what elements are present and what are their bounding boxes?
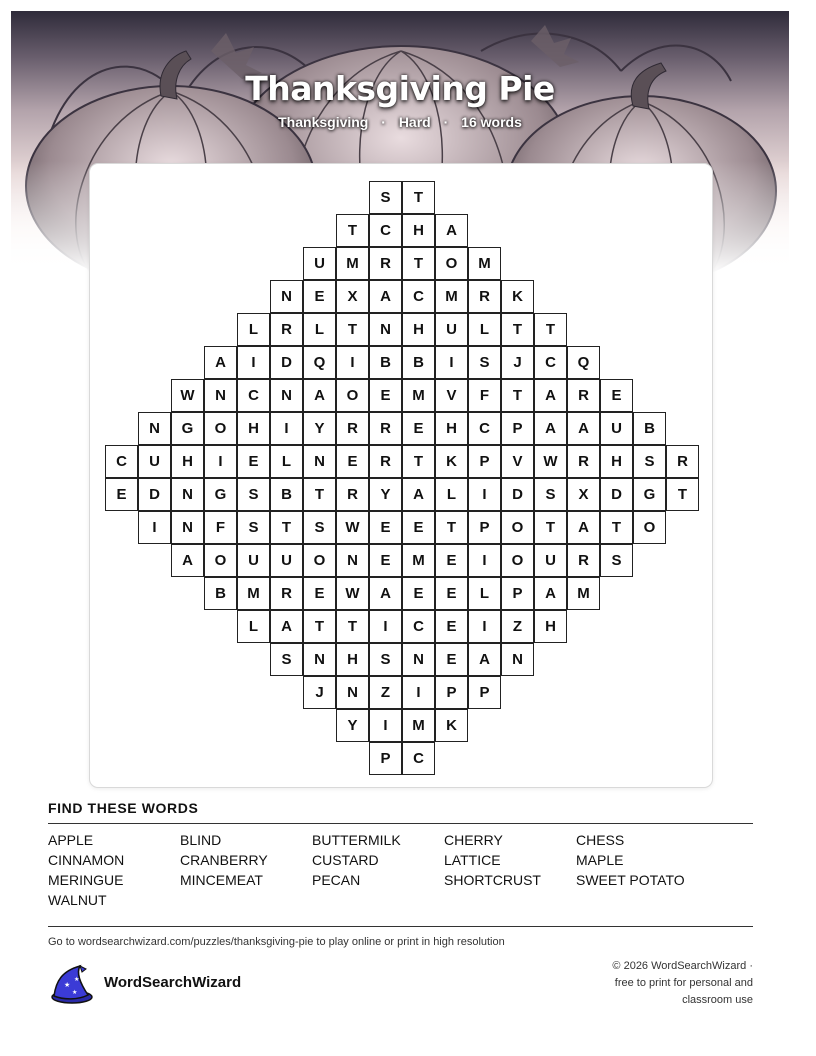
grid-cell: O xyxy=(204,412,237,445)
grid-cell: P xyxy=(468,511,501,544)
grid-cell: O xyxy=(501,544,534,577)
grid-cell: N xyxy=(171,511,204,544)
grid-cell: I xyxy=(468,478,501,511)
grid-cell: Y xyxy=(303,412,336,445)
grid-cell: M xyxy=(567,577,600,610)
grid-cell: M xyxy=(435,280,468,313)
word-list-item: SWEET POTATO xyxy=(576,872,685,888)
grid-cell: J xyxy=(501,346,534,379)
word-list-item: CRANBERRY xyxy=(180,852,268,868)
grid-cell: H xyxy=(402,214,435,247)
wizard-hat-icon xyxy=(46,963,94,1005)
word-list-item: CUSTARD xyxy=(312,852,379,868)
grid-cell: N xyxy=(303,445,336,478)
grid-cell: H xyxy=(171,445,204,478)
grid-cell: E xyxy=(369,544,402,577)
grid-cell: T xyxy=(270,511,303,544)
grid-cell: A xyxy=(567,511,600,544)
grid-cell: I xyxy=(468,544,501,577)
grid-cell: R xyxy=(270,577,303,610)
grid-cell: E xyxy=(402,412,435,445)
word-count-label: 16 words xyxy=(461,114,522,130)
grid-cell: N xyxy=(138,412,171,445)
grid-cell: I xyxy=(402,676,435,709)
copyright-line: © 2026 WordSearchWizard · xyxy=(612,960,753,972)
grid-cell: P xyxy=(501,412,534,445)
grid-cell: R xyxy=(369,445,402,478)
grid-cell: W xyxy=(534,445,567,478)
difficulty-label: Hard xyxy=(398,114,431,130)
category-label: Thanksgiving xyxy=(278,114,369,130)
page-title: Thanksgiving Pie xyxy=(245,69,555,108)
grid-cell: D xyxy=(600,478,633,511)
word-list-item: PECAN xyxy=(312,872,361,888)
grid-cell: I xyxy=(204,445,237,478)
grid-cell: K xyxy=(501,280,534,313)
grid-cell: T xyxy=(600,511,633,544)
grid-cell: D xyxy=(501,478,534,511)
grid-cell: M xyxy=(402,379,435,412)
grid-cell: J xyxy=(303,676,336,709)
word-list-item: WALNUT xyxy=(48,892,107,908)
grid-cell: T xyxy=(303,478,336,511)
grid-cell: E xyxy=(303,577,336,610)
grid-cell: R xyxy=(336,412,369,445)
grid-cell: U xyxy=(237,544,270,577)
grid-cell: R xyxy=(567,544,600,577)
grid-cell: O xyxy=(303,544,336,577)
grid-cell: Z xyxy=(501,610,534,643)
grid-cell: A xyxy=(534,412,567,445)
word-list-item: MAPLE xyxy=(576,852,624,868)
grid-cell: H xyxy=(600,445,633,478)
grid-cell: P xyxy=(468,676,501,709)
grid-cell: A xyxy=(171,544,204,577)
grid-cell: E xyxy=(402,511,435,544)
grid-cell: O xyxy=(336,379,369,412)
grid-cell: T xyxy=(666,478,699,511)
grid-cell: H xyxy=(402,313,435,346)
grid-cell: I xyxy=(369,610,402,643)
grid-cell: T xyxy=(402,181,435,214)
grid-cell: U xyxy=(138,445,171,478)
grid-cell: R xyxy=(270,313,303,346)
grid-cell: A xyxy=(270,610,303,643)
grid-cell: C xyxy=(237,379,270,412)
grid-cell: T xyxy=(435,511,468,544)
grid-cell: T xyxy=(402,445,435,478)
grid-cell: C xyxy=(402,610,435,643)
grid-cell: H xyxy=(435,412,468,445)
grid-cell: E xyxy=(105,478,138,511)
grid-cell: P xyxy=(369,742,402,775)
grid-cell: G xyxy=(204,478,237,511)
grid-cell: N xyxy=(501,643,534,676)
grid-cell: N xyxy=(204,379,237,412)
grid-cell: T xyxy=(402,247,435,280)
grid-cell: C xyxy=(468,412,501,445)
grid-cell: A xyxy=(369,577,402,610)
svg-text:★: ★ xyxy=(64,981,71,989)
grid-cell: S xyxy=(600,544,633,577)
copyright-line: classroom use xyxy=(682,994,753,1006)
grid-cell: P xyxy=(435,676,468,709)
grid-cell: A xyxy=(402,478,435,511)
grid-cell: I xyxy=(435,346,468,379)
grid-cell: E xyxy=(435,544,468,577)
grid-cell: E xyxy=(336,445,369,478)
grid-cell: E xyxy=(600,379,633,412)
grid-cell: I xyxy=(468,610,501,643)
meta-separator: · xyxy=(381,114,386,130)
grid-cell: R xyxy=(369,412,402,445)
grid-cell: E xyxy=(237,445,270,478)
play-online-note: Go to wordsearchwizard.com/puzzles/thanksgiving-pie to play online or print in high resolution xyxy=(48,936,505,948)
grid-cell: S xyxy=(237,478,270,511)
divider xyxy=(48,823,753,824)
grid-cell: N xyxy=(303,643,336,676)
meta-separator: · xyxy=(443,114,449,130)
grid-cell: S xyxy=(534,478,567,511)
grid-cell: M xyxy=(237,577,270,610)
grid-cell: N xyxy=(336,544,369,577)
grid-cell: N xyxy=(402,643,435,676)
grid-cell: L xyxy=(468,313,501,346)
grid-cell: Q xyxy=(303,346,336,379)
word-list-item: SHORTCRUST xyxy=(444,872,541,888)
grid-cell: N xyxy=(369,313,402,346)
grid-cell: M xyxy=(402,544,435,577)
grid-cell: A xyxy=(567,412,600,445)
word-list-item: BUTTERMILK xyxy=(312,832,401,848)
grid-cell: U xyxy=(270,544,303,577)
word-list-item: MINCEMEAT xyxy=(180,872,263,888)
word-list-item: CHESS xyxy=(576,832,625,848)
grid-cell: L xyxy=(435,478,468,511)
grid-cell: L xyxy=(468,577,501,610)
word-list-title: FIND THESE WORDS xyxy=(48,800,199,816)
grid-cell: R xyxy=(336,478,369,511)
word-list-item: CHERRY xyxy=(444,832,503,848)
grid-cell: I xyxy=(369,709,402,742)
grid-cell: I xyxy=(270,412,303,445)
grid-cell: X xyxy=(336,280,369,313)
grid-cell: E xyxy=(435,577,468,610)
grid-cell: T xyxy=(336,610,369,643)
grid-cell: V xyxy=(501,445,534,478)
grid-cell: M xyxy=(336,247,369,280)
grid-cell: O xyxy=(501,511,534,544)
grid-cell: G xyxy=(633,478,666,511)
grid-cell: G xyxy=(171,412,204,445)
grid-cell: S xyxy=(369,181,402,214)
grid-cell: C xyxy=(534,346,567,379)
grid-cell: U xyxy=(534,544,567,577)
word-list-item: MERINGUE xyxy=(48,872,124,888)
grid-cell: R xyxy=(567,379,600,412)
grid-cell: N xyxy=(336,676,369,709)
grid-cell: O xyxy=(633,511,666,544)
divider xyxy=(48,926,753,927)
grid-cell: W xyxy=(336,577,369,610)
grid-cell: S xyxy=(468,346,501,379)
grid-cell: O xyxy=(204,544,237,577)
grid-cell: T xyxy=(534,511,567,544)
grid-cell: T xyxy=(501,379,534,412)
grid-cell: C xyxy=(105,445,138,478)
grid-cell: R xyxy=(369,247,402,280)
grid-cell: S xyxy=(369,643,402,676)
grid-cell: I xyxy=(138,511,171,544)
svg-text:★: ★ xyxy=(72,989,78,996)
grid-cell: U xyxy=(303,247,336,280)
grid-cell: A xyxy=(468,643,501,676)
grid-cell: N xyxy=(171,478,204,511)
grid-cell: B xyxy=(633,412,666,445)
word-list-item: BLIND xyxy=(180,832,222,848)
grid-cell: M xyxy=(468,247,501,280)
grid-cell: R xyxy=(567,445,600,478)
grid-cell: U xyxy=(435,313,468,346)
grid-cell: S xyxy=(303,511,336,544)
grid-cell: B xyxy=(204,577,237,610)
grid-cell: C xyxy=(369,214,402,247)
grid-cell: A xyxy=(534,577,567,610)
grid-cell: T xyxy=(501,313,534,346)
grid-cell: L xyxy=(270,445,303,478)
grid-cell: L xyxy=(237,313,270,346)
grid-cell: V xyxy=(435,379,468,412)
grid-cell: S xyxy=(237,511,270,544)
grid-cell: B xyxy=(402,346,435,379)
grid-cell: O xyxy=(435,247,468,280)
grid-cell: H xyxy=(534,610,567,643)
puzzle-meta xyxy=(11,114,789,130)
grid-cell: E xyxy=(402,577,435,610)
grid-cell: F xyxy=(204,511,237,544)
grid-cell: D xyxy=(138,478,171,511)
brand-name: WordSearchWizard xyxy=(104,974,242,991)
grid-cell: W xyxy=(336,511,369,544)
grid-cell: P xyxy=(468,445,501,478)
grid-cell: Z xyxy=(369,676,402,709)
grid-cell: L xyxy=(303,313,336,346)
grid-cell: W xyxy=(171,379,204,412)
puzzle-card xyxy=(89,163,713,788)
grid-cell: N xyxy=(270,379,303,412)
grid-cell: Y xyxy=(369,478,402,511)
grid-cell: A xyxy=(369,280,402,313)
grid-cell: P xyxy=(501,577,534,610)
grid-cell: R xyxy=(468,280,501,313)
copyright-note xyxy=(533,958,753,1009)
grid-cell: S xyxy=(633,445,666,478)
grid-cell: Q xyxy=(567,346,600,379)
grid-cell: A xyxy=(303,379,336,412)
grid-cell: I xyxy=(336,346,369,379)
grid-cell: T xyxy=(303,610,336,643)
grid-cell: B xyxy=(369,346,402,379)
grid-cell: N xyxy=(270,280,303,313)
grid-cell: E xyxy=(369,379,402,412)
grid-cell: D xyxy=(270,346,303,379)
grid-cell: E xyxy=(303,280,336,313)
grid-cell: R xyxy=(666,445,699,478)
word-list-item: CINNAMON xyxy=(48,852,125,868)
svg-text:★: ★ xyxy=(74,976,80,983)
grid-cell: Y xyxy=(336,709,369,742)
grid-cell: K xyxy=(435,445,468,478)
grid-cell: I xyxy=(237,346,270,379)
grid-cell: X xyxy=(567,478,600,511)
grid-cell: C xyxy=(402,280,435,313)
grid-cell: E xyxy=(435,643,468,676)
word-list-item: APPLE xyxy=(48,832,94,848)
grid-cell: T xyxy=(534,313,567,346)
grid-cell: T xyxy=(336,214,369,247)
grid-cell: A xyxy=(435,214,468,247)
grid-cell: S xyxy=(270,643,303,676)
grid-cell: H xyxy=(237,412,270,445)
grid-cell: F xyxy=(468,379,501,412)
grid-cell: M xyxy=(402,709,435,742)
grid-cell: A xyxy=(204,346,237,379)
grid-cell: A xyxy=(534,379,567,412)
grid-cell: B xyxy=(270,478,303,511)
grid-cell: L xyxy=(237,610,270,643)
grid-cell: T xyxy=(336,313,369,346)
grid-cell: E xyxy=(435,610,468,643)
word-list-item: LATTICE xyxy=(444,852,501,868)
copyright-line: free to print for personal and xyxy=(614,977,753,989)
grid-cell: H xyxy=(336,643,369,676)
grid-cell: C xyxy=(402,742,435,775)
grid-cell: K xyxy=(435,709,468,742)
grid-cell: E xyxy=(369,511,402,544)
grid-cell: U xyxy=(600,412,633,445)
